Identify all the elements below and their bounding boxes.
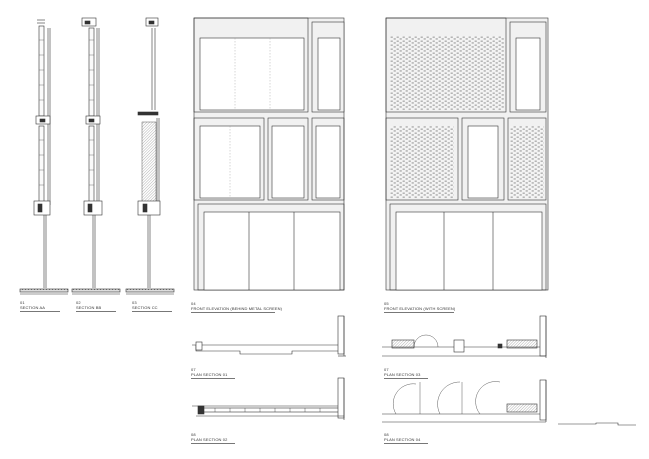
caption-front-elevation-behind <box>191 301 282 313</box>
caption-section-bb <box>76 300 116 312</box>
caption-number: 02 <box>76 300 81 305</box>
caption-title: PLAN SECTION 01 <box>191 372 228 377</box>
caption-title: SECTION CC <box>132 305 158 310</box>
caption-plan-section-01 <box>191 367 235 379</box>
caption-title: PLAN SECTION 03 <box>384 372 421 377</box>
caption-number: 07 <box>384 367 389 372</box>
plan-section-01-drawing <box>192 316 346 356</box>
front-elevation-screen-drawing <box>386 18 548 290</box>
caption-title: SECTION AA <box>20 305 46 310</box>
caption-number: 04 <box>191 301 196 306</box>
caption-number: 03 <box>132 300 137 305</box>
plan-section-02-drawing <box>192 378 344 420</box>
caption-number: 07 <box>191 367 196 372</box>
caption-section-aa <box>20 300 60 312</box>
caption-number: 08 <box>384 432 389 437</box>
caption-number: 08 <box>191 432 196 437</box>
caption-number: 05 <box>384 301 389 306</box>
section-cc-drawing <box>126 18 174 294</box>
caption-title: SECTION BB <box>76 305 102 310</box>
caption-title: FRONT ELEVATION (BEHIND METAL SCREEN) <box>191 306 283 311</box>
caption-front-elevation-screen <box>384 301 455 313</box>
scale-bar <box>558 423 636 425</box>
caption-plan-section-02 <box>191 432 235 444</box>
plan-section-04-drawing <box>382 380 546 422</box>
caption-plan-section-04 <box>384 432 428 444</box>
caption-title: FRONT ELEVATION (WITH SCREEN) <box>384 306 456 311</box>
caption-number: 01 <box>20 300 25 305</box>
caption-section-cc <box>132 300 172 312</box>
front-elevation-behind-drawing <box>194 18 344 290</box>
section-aa-drawing <box>20 20 68 294</box>
caption-plan-section-03 <box>384 367 428 379</box>
section-bb-drawing <box>72 18 120 294</box>
caption-title: PLAN SECTION 02 <box>191 437 228 442</box>
plan-section-03-drawing <box>382 316 546 358</box>
caption-title: PLAN SECTION 04 <box>384 437 421 442</box>
